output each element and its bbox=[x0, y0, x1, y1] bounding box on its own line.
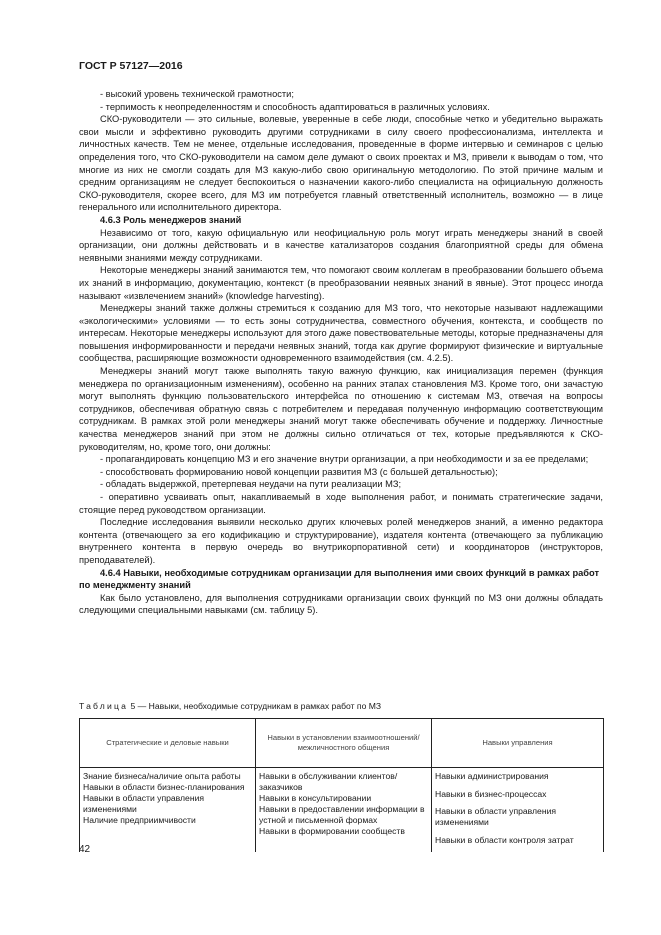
paragraph: Последние исследования выявили несколько других ключевых ролей менеджеров знаний, а именно редактора контента (отвечающего за его кодификацию и структурирование), издателя контента (отвечающего за публикацию внутреннего контента в первую очередь во внутрикорпоративной сети) и координаторов (инструкторов, преподавателей). bbox=[79, 517, 603, 565]
body-text bbox=[79, 88, 603, 617]
table-cell-item: Навыки в предоставлении информации в устной и письменной формах bbox=[259, 804, 425, 825]
table-caption-word: Таблица bbox=[79, 701, 129, 711]
table-cell-item: Навыки в области контроля затрат bbox=[435, 834, 574, 845]
paragraph: Как было установлено, для выполнения сотрудниками организации своих функций по МЗ они должны обладать следующими специальными навыками (см. таблицу 5). bbox=[79, 592, 603, 616]
skills-table-wrapper bbox=[79, 718, 603, 852]
table-cell-item: Навыки в формировании сообществ bbox=[259, 826, 405, 836]
list-item: - оперативно усваивать опыт, накапливаемый в ходе выполнения работ, и понимать стратегические задачи, стоящие перед руководством организации. bbox=[79, 492, 603, 515]
paragraph: Независимо от того, какую официальную или неофициальную роль могут играть менеджеры знаний в своей организации, они должны действовать и в качестве катализаторов создания благоприятной среды для обмена неявными знаниями между сотрудниками. bbox=[79, 227, 603, 263]
list-item: - обладать выдержкой, претерпевая неудачи на пути реализации МЗ; bbox=[100, 479, 402, 490]
paragraph: Менеджеры знаний также должны стремиться к созданию для МЗ того, что некоторые называют надлежащими «экологическими» условиями — то есть зоны сотрудничества, совместного обучения, контекста, и сообществ по интересам. Некоторые менеджеры используют для этого даже повествовательные методы, которые предназначены для повышения информированности и передачи неявных знаний, тогда как другие формируют физические и виртуальные сообщества, расширяющие возможности одновременного взаимодействия (см. 4.2.5). bbox=[79, 303, 603, 364]
page-number: 42 bbox=[79, 844, 91, 855]
paragraph: - терпимость к неопределенностям и способность адаптироваться в различных условиях. bbox=[100, 101, 490, 112]
table-cell bbox=[432, 768, 604, 853]
section-heading-4-6-4: 4.6.4 Навыки, необходимые сотрудникам организации для выполнения ими своих функций в рамках работ по менеджменту знаний bbox=[79, 567, 600, 591]
table-header-cell: Навыки управления bbox=[432, 719, 604, 768]
table-cell-item: Навыки в области бизнес-планирования bbox=[83, 782, 245, 792]
table-header-cell: Стратегические и деловые навыки bbox=[80, 719, 256, 768]
table-caption bbox=[79, 701, 381, 711]
table-cell-item: Знание бизнеса/наличие опыта работы bbox=[83, 771, 241, 781]
list-item: - способствовать формированию новой концепции развития МЗ (с большей детальностью); bbox=[100, 466, 498, 477]
skills-table bbox=[79, 718, 604, 852]
table-cell bbox=[256, 768, 432, 853]
table-cell-item: Наличие предприимчивости bbox=[83, 815, 196, 825]
table-header-row bbox=[80, 719, 604, 768]
table-cell-item: Навыки в консультировании bbox=[259, 793, 372, 803]
table-cell-item: Навыки в обслуживании клиентов/заказчиков bbox=[259, 771, 398, 792]
paragraph: Менеджеры знаний могут также выполнять такую важную функцию, как инициализация перемен (функция менеджера по организационным изменениям), особенно на ранних этапах становления МЗ. Кроме того, они зачастую могут выполнять функцию пользовательского интерфейса по отношению к системам МЗ, отвечая на вопросы сотрудников, обеспечивая обратную связь с потребителем и передавая полученную информацию соответствующим сотрудникам. В рамках этой роли менеджеры знаний могут также обеспечивать обучение и поддержку. Личностные качества менеджеров знаний при этом не должны сильно отличаться от тех, которые предъявляются к СКО-руководителям, но, кроме того, они должны: bbox=[79, 366, 603, 452]
table-caption-text: 5 — Навыки, необходимые сотрудникам в рамках работ по МЗ bbox=[130, 701, 382, 711]
document-standard-header: ГОСТ Р 57127—2016 bbox=[79, 60, 183, 72]
list-item: - пропагандировать концепцию МЗ и его значение внутри организации, а при необходимости и за ее пределами; bbox=[100, 454, 589, 465]
table-header-cell: Навыки в установлении взаимоотношений/межличностного общения bbox=[256, 719, 432, 768]
paragraph: - высокий уровень технической грамотности; bbox=[100, 89, 294, 99]
paragraph: Некоторые менеджеры знаний занимаются тем, что помогают своим коллегам в преобразовании большего объема их знаний в информацию, документацию, контекст (в преобразовании неявных знаний в явные). Этот процесс иногда называют «извлечением знаний» (knowledge harvesting). bbox=[79, 265, 603, 301]
table-cell-item: Навыки в области управления изменениями bbox=[435, 806, 557, 827]
section-heading-4-6-3: 4.6.3 Роль менеджеров знаний bbox=[100, 214, 242, 225]
paragraph: СКО-руководители — это сильные, волевые, уверенные в себе люди, способные четко и убедительно выражать свои мысли и эффективно руководить другими сотрудниками в силу своего профессионализма, интеллекта и личностных качеств. Тем не менее, отдельные исследования, проведенные в форме интервью и семинаров с целью определения того, что СКО-руководители на самом деле думают о своих проектах и МЗ, привели к выводам о том, что многие из них не смогли создать для МЗ какую-либо свою оригинальную методологию. По этой причине малым и средним организациям не следует беспокоиться о назначении какого-либо специалиста на официальную должность СКО-руководителя, скорее всего, для МЗ им потребуется главный ответственный исполнитель, возможно — в лице генерального или исполнительного директора. bbox=[79, 114, 603, 213]
table-cell-item: Навыки в области управления изменениями bbox=[83, 793, 205, 814]
table-cell-item: Навыки в бизнес-процессах bbox=[435, 788, 547, 799]
table-row bbox=[80, 768, 604, 853]
table-cell-item: Навыки администрирования bbox=[435, 771, 549, 781]
table-cell bbox=[80, 768, 256, 853]
